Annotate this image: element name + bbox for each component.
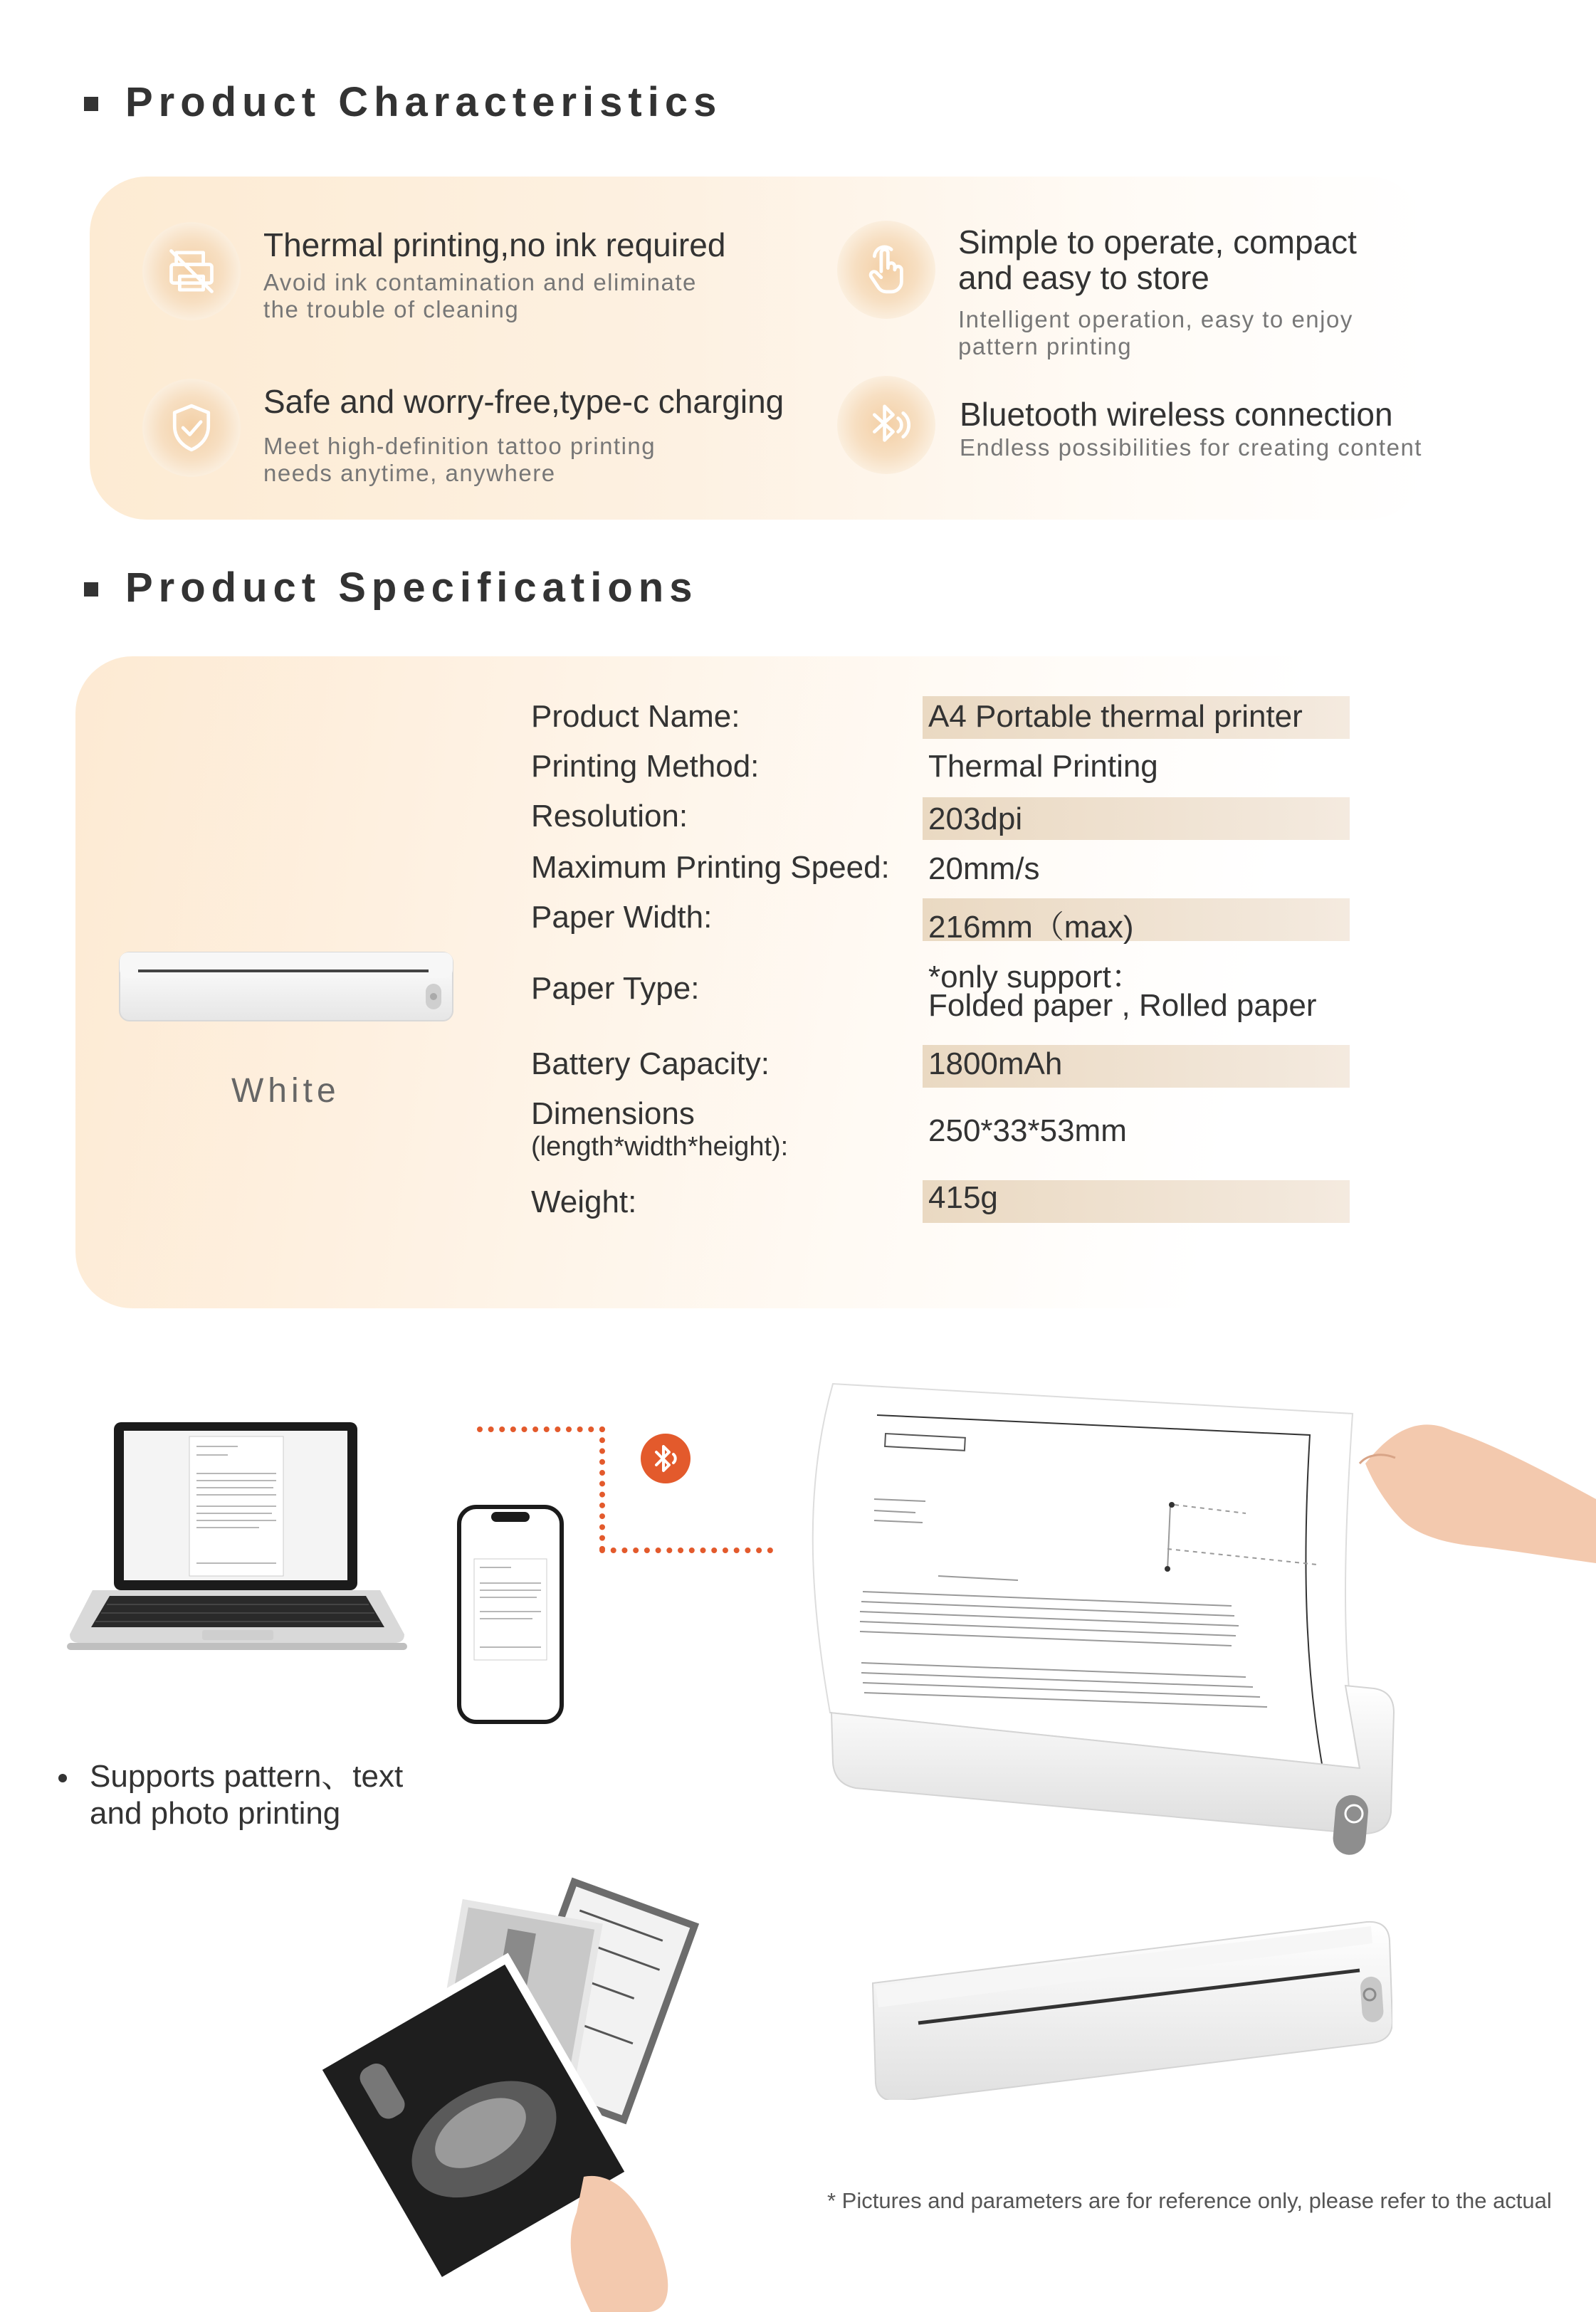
laptop-image (67, 1421, 407, 1663)
feature-desc-line1: Intelligent operation, easy to enjoy (958, 306, 1353, 332)
feature-desc-line2: needs anytime, anywhere (263, 460, 556, 486)
spec-row-dimensions (531, 1095, 1350, 1166)
spec-value: A4 Portable thermal printer (928, 699, 1303, 734)
spec-label: Product Name: (531, 699, 740, 734)
spec-label: Printing Method: (531, 749, 760, 784)
heading-square-icon (84, 97, 98, 111)
spec-value-line2: Folded paper , Rolled paper (928, 988, 1317, 1023)
heading-square-icon (84, 582, 98, 597)
shield-check-icon (142, 379, 241, 477)
spec-label: Maximum Printing Speed: (531, 850, 890, 885)
spec-row-resolution (531, 797, 1350, 840)
feature-simple (837, 221, 1478, 363)
feature-desc-line1: Meet high-definition tattoo printing (263, 433, 656, 459)
spec-row-paper-width (531, 898, 1350, 945)
spec-value: 250*33*53mm (928, 1113, 1127, 1148)
feature-desc-line1: Avoid ink contamination and eliminate (263, 269, 697, 295)
feature-desc-line1: Endless possibilities for creating content (960, 434, 1422, 461)
spec-row-weight (531, 1180, 1350, 1223)
spec-label-line1: Dimensions (531, 1096, 695, 1131)
spec-value: 20mm/s (928, 851, 1040, 886)
spec-value: 203dpi (928, 802, 1023, 836)
feature-title: Thermal printing,no ink required (263, 226, 726, 263)
spec-row-paper-type (531, 950, 1350, 1028)
printer-standalone-image (868, 1915, 1392, 2100)
spec-value: 415g (928, 1180, 998, 1215)
feature-title: Safe and worry-free,type-c charging (263, 383, 784, 420)
connector-line-top (477, 1426, 605, 1432)
bluetooth-icon (641, 1434, 691, 1483)
connector-line-vertical (599, 1426, 605, 1552)
spec-row-speed (531, 847, 1350, 890)
no-ink-printer-icon (142, 222, 241, 320)
connector-line-bottom (599, 1548, 773, 1553)
printer-printing-image (790, 1378, 1596, 1876)
spec-value: 216mm（max) (928, 910, 1134, 945)
spec-row-printing-method (531, 746, 1350, 789)
spec-value: Thermal Printing (928, 749, 1158, 784)
bullet-line1: Supports pattern、text (90, 1759, 404, 1794)
feature-safe (142, 379, 826, 493)
footnote: * Pictures and parameters are for reference only, please refer to the actual (827, 2188, 1552, 2213)
spec-label: Resolution: (531, 799, 688, 834)
spec-label: Weight: (531, 1184, 637, 1219)
spec-label: Paper Type: (531, 971, 700, 1006)
specifications-heading-text: Product Specifications (125, 564, 698, 611)
feature-title-line1: Simple to operate, compact (958, 224, 1357, 261)
spec-label: Paper Width: (531, 900, 713, 935)
printer-white-image (118, 950, 454, 1025)
feature-bluetooth (837, 376, 1478, 483)
phone-image (457, 1505, 564, 1724)
spec-value-line1: *only support： (928, 960, 1143, 994)
color-label: White (231, 1072, 340, 1110)
feature-desc-line2: the trouble of cleaning (263, 296, 520, 322)
printed-photos-image (320, 1871, 719, 2312)
bullet-line2: and photo printing (90, 1796, 341, 1831)
spec-row-battery (531, 1045, 1350, 1088)
feature-title-line2: and easy to store (958, 259, 1209, 296)
feature-desc-line2: pattern printing (958, 333, 1133, 359)
hand-tap-icon (837, 221, 935, 319)
bluetooth-icon (837, 376, 935, 474)
bullet-dot-icon (58, 1774, 67, 1782)
spec-value: 1800mAh (928, 1046, 1063, 1081)
feature-thermal (142, 222, 783, 336)
feature-title: Bluetooth wireless connection (960, 396, 1393, 433)
characteristics-heading-text: Product Characteristics (125, 79, 723, 125)
spec-label-line2: (length*width*height): (531, 1132, 789, 1162)
spec-row-product-name (531, 696, 1350, 739)
spec-label: Battery Capacity: (531, 1046, 770, 1081)
